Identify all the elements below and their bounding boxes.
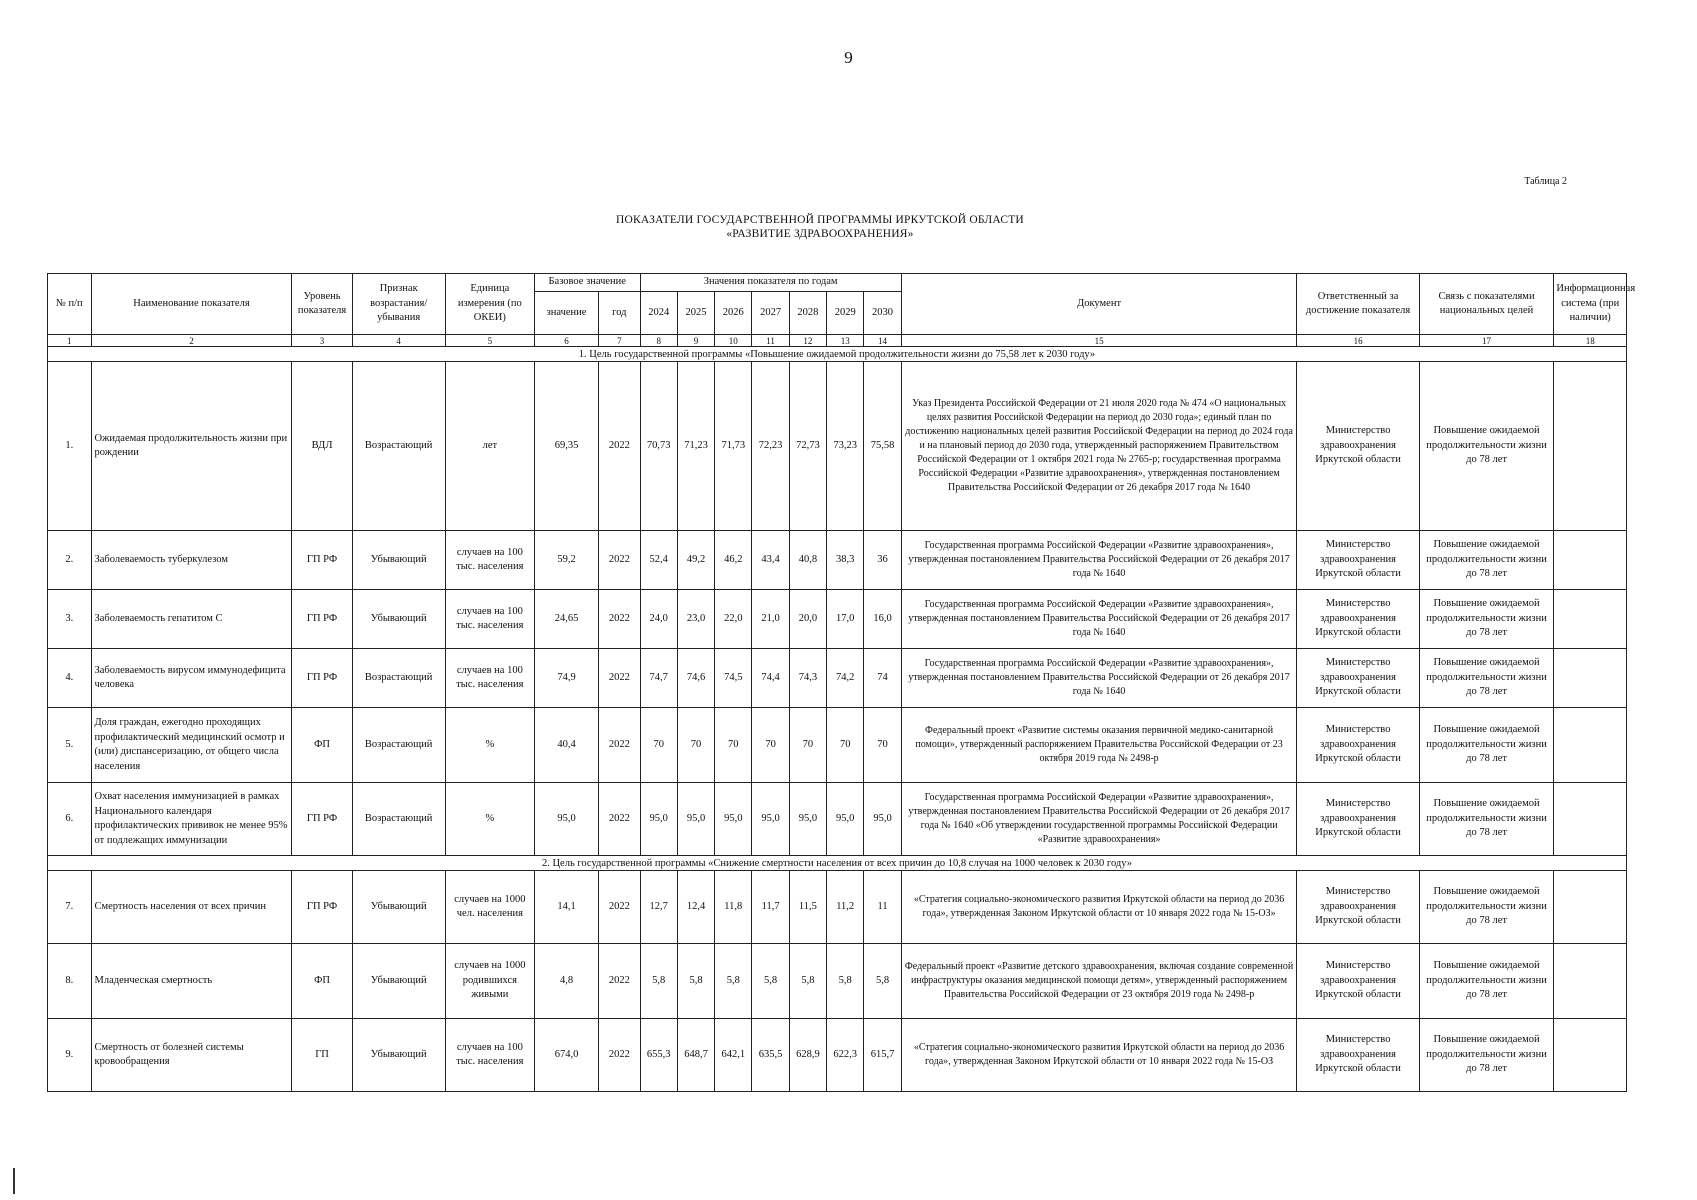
year-value: 95,0 [789,783,826,856]
responsible-body: Министерство здравоохранения Иркутской области [1297,944,1419,1019]
year-value: 11,7 [752,871,789,944]
year-value: 5,8 [715,944,752,1019]
year-value: 71,73 [715,362,752,531]
column-number: 10 [715,335,752,347]
info-system [1554,590,1627,649]
year-value: 70 [752,708,789,783]
year-value: 38,3 [827,531,864,590]
year-value: 5,8 [640,944,677,1019]
column-number: 4 [352,335,445,347]
table-row [48,944,1627,1019]
indicator-document: Государственная программа Российской Федерации «Развитие здравоохранения», утвержденная постановлением Правительства Российской Федерации от 26 декабря 2017 года № 1640 [901,649,1297,708]
year-value: 70,73 [640,362,677,531]
year-value: 74,5 [715,649,752,708]
column-number: 3 [292,335,352,347]
column-number: 11 [752,335,789,347]
indicator-trend: Возрастающий [352,783,445,856]
indicator-trend: Возрастающий [352,708,445,783]
year-value: 70 [640,708,677,783]
national-goal-link: Повышение ожидаемой продолжительности жизни до 78 лет [1419,531,1554,590]
row-number: 3. [48,590,92,649]
indicator-name: Заболеваемость гепатитом С [91,590,292,649]
year-value: 70 [827,708,864,783]
year-value: 5,8 [752,944,789,1019]
column-number: 6 [534,335,598,347]
indicator-document: «Стратегия социально-экономического развития Иркутской области на период до 2036 года», утвержденная Законом Иркутской области от 10 января 2022 года № 15-ОЗ» [901,871,1297,944]
indicator-level: ФП [292,944,352,1019]
indicator-name: Младенческая смертность [91,944,292,1019]
column-number: 2 [91,335,292,347]
indicator-level: ГП РФ [292,783,352,856]
year-value: 70 [715,708,752,783]
indicator-trend: Убывающий [352,944,445,1019]
row-number: 9. [48,1019,92,1092]
row-number: 5. [48,708,92,783]
year-value: 12,7 [640,871,677,944]
header-base-group: Базовое значение [534,274,640,292]
year-value: 95,0 [864,783,901,856]
base-value: 59,2 [534,531,598,590]
indicator-unit: случаев на 100 тыс. населения [445,649,534,708]
indicator-unit: % [445,708,534,783]
national-goal-link: Повышение ожидаемой продолжительности жизни до 78 лет [1419,362,1554,531]
title-line-2: «РАЗВИТИЕ ЗДРАВООХРАНЕНИЯ» [726,228,914,240]
year-value: 74,3 [789,649,826,708]
indicator-document: Государственная программа Российской Федерации «Развитие здравоохранения», утвержденная постановлением Правительства Российской Федерации от 26 декабря 2017 года № 1640 [901,590,1297,649]
column-number: 1 [48,335,92,347]
base-year: 2022 [599,362,640,531]
base-value: 95,0 [534,783,598,856]
year-value: 5,8 [789,944,826,1019]
header-year: 2028 [789,292,826,335]
indicator-level: ГП [292,1019,352,1092]
table-row [48,783,1627,856]
year-value: 95,0 [715,783,752,856]
indicator-name: Смертность от болезней системы кровообращения [91,1019,292,1092]
base-year: 2022 [599,871,640,944]
indicator-document: Федеральный проект «Развитие системы оказания первичной медико-санитарной помощи», утвержденный распоряжением Правительства Российской Федерации от 23 октября 2019 года № 2498-р [901,708,1297,783]
year-value: 74,4 [752,649,789,708]
column-number: 9 [677,335,714,347]
indicators-table [47,273,1636,1092]
column-number: 5 [445,335,534,347]
national-goal-link: Повышение ожидаемой продолжительности жизни до 78 лет [1419,590,1554,649]
column-number: 12 [789,335,826,347]
indicator-document: Государственная программа Российской Федерации «Развитие здравоохранения», утвержденная постановлением Правительства Российской Федерации от 26 декабря 2017 года № 1640 [901,531,1297,590]
info-system [1554,708,1627,783]
indicator-document: «Стратегия социально-экономического развития Иркутской области на период до 2036 года», утвержденная Законом Иркутской области от 10 января 2022 года № 15-ОЗ [901,1019,1297,1092]
indicator-name: Охват населения иммунизацией в рамках Национального календаря профилактических прививок не менее 95% от подлежащих иммунизации [91,783,292,856]
table-row [48,708,1627,783]
column-number: 16 [1297,335,1419,347]
year-value: 74 [864,649,901,708]
document-title [500,213,1140,241]
base-value: 40,4 [534,708,598,783]
responsible-body: Министерство здравоохранения Иркутской области [1297,362,1419,531]
responsible-body: Министерство здравоохранения Иркутской области [1297,590,1419,649]
year-value: 615,7 [864,1019,901,1092]
year-value: 95,0 [640,783,677,856]
row-number: 8. [48,944,92,1019]
indicator-unit: случаев на 100 тыс. населения [445,590,534,649]
year-value: 5,8 [677,944,714,1019]
header-years-group: Значения показателя по годам [640,274,901,292]
base-value: 4,8 [534,944,598,1019]
responsible-body: Министерство здравоохранения Иркутской области [1297,649,1419,708]
indicator-level: ГП РФ [292,531,352,590]
year-value: 70 [677,708,714,783]
year-value: 43,4 [752,531,789,590]
indicator-name: Доля граждан, ежегодно проходящих профилактический медицинский осмотр и (или) диспансеризацию, от общего числа населения [91,708,292,783]
base-value: 24,65 [534,590,598,649]
indicator-name: Смертность населения от всех причин [91,871,292,944]
base-year: 2022 [599,649,640,708]
header-year: 2029 [827,292,864,335]
header-year: 2027 [752,292,789,335]
responsible-body: Министерство здравоохранения Иркутской области [1297,531,1419,590]
table-row [48,362,1627,531]
indicator-document: Федеральный проект «Развитие детского здравоохранения, включая создание современной инфраструктуры оказания медицинской помощи детям», утвержденный распоряжением Правительства Российской Федерации от 23 октября 2019 года № 2498-р [901,944,1297,1019]
national-goal-link: Повышение ожидаемой продолжительности жизни до 78 лет [1419,871,1554,944]
base-year: 2022 [599,944,640,1019]
row-number: 7. [48,871,92,944]
indicator-name: Заболеваемость вирусом иммунодефицита человека [91,649,292,708]
base-year: 2022 [599,783,640,856]
year-value: 24,0 [640,590,677,649]
indicator-level: ФП [292,708,352,783]
year-value: 20,0 [789,590,826,649]
year-value: 95,0 [827,783,864,856]
responsible-body: Министерство здравоохранения Иркутской области [1297,708,1419,783]
base-value: 14,1 [534,871,598,944]
header-year: 2030 [864,292,901,335]
indicator-name: Заболеваемость туберкулезом [91,531,292,590]
row-number: 4. [48,649,92,708]
responsible-body: Министерство здравоохранения Иркутской области [1297,871,1419,944]
indicator-trend: Убывающий [352,531,445,590]
year-value: 95,0 [752,783,789,856]
indicator-document: Указ Президента Российской Федерации от 21 июля 2020 года № 474 «О национальных целях развития Российской Федерации на период до 2030 года»; единый план по достижению национальных целей развития Российской Федерации на период до 2024 года и на плановый период до 2030 года, утвержденный распоряжением Правительством Российской Федерации от 1 октября 2021 года № 2765-р; государственная программа Российской Федерации «Развитие здравоохранения», утвержденная постановлением Правительства Российской Федерации от 26 декабря 2017 года № 1640 [901,362,1297,531]
indicator-unit: % [445,783,534,856]
header-year: 2026 [715,292,752,335]
header-year: 2024 [640,292,677,335]
info-system [1554,944,1627,1019]
year-value: 46,2 [715,531,752,590]
title-line-1: ПОКАЗАТЕЛИ ГОСУДАРСТВЕННОЙ ПРОГРАММЫ ИРКУТСКОЙ ОБЛАСТИ [616,214,1024,226]
indicator-level: ГП РФ [292,871,352,944]
header-trend: Признак возрастания/ убывания [352,274,445,335]
column-number: 18 [1554,335,1627,347]
base-year: 2022 [599,590,640,649]
year-value: 22,0 [715,590,752,649]
header-document: Документ [901,274,1297,335]
row-number: 1. [48,362,92,531]
national-goal-link: Повышение ожидаемой продолжительности жизни до 78 лет [1419,1019,1554,1092]
goal-row: 1. Цель государственной программы «Повышение ожидаемой продолжительности жизни до 75,58 лет к 2030 году» [48,347,1627,362]
indicator-unit: случаев на 1000 чел. населения [445,871,534,944]
info-system [1554,649,1627,708]
national-goal-link: Повышение ожидаемой продолжительности жизни до 78 лет [1419,708,1554,783]
year-value: 628,9 [789,1019,826,1092]
year-value: 70 [789,708,826,783]
year-value: 635,5 [752,1019,789,1092]
year-value: 648,7 [677,1019,714,1092]
indicator-trend: Возрастающий [352,649,445,708]
indicator-document: Государственная программа Российской Федерации «Развитие здравоохранения», утвержденная постановлением Правительства Российской Федерации от 26 декабря 2017 года № 1640 «Об утверждении государственной программы Российской Федерации «Развитие здравоохранения» [901,783,1297,856]
indicator-unit: лет [445,362,534,531]
year-value: 70 [864,708,901,783]
year-value: 642,1 [715,1019,752,1092]
year-value: 74,7 [640,649,677,708]
indicator-unit: случаев на 1000 родившихся живыми [445,944,534,1019]
year-value: 36 [864,531,901,590]
table-row [48,649,1627,708]
year-value: 71,23 [677,362,714,531]
year-value: 75,58 [864,362,901,531]
year-value: 23,0 [677,590,714,649]
base-value: 69,35 [534,362,598,531]
responsible-body: Министерство здравоохранения Иркутской области [1297,783,1419,856]
year-value: 11,8 [715,871,752,944]
indicator-trend: Убывающий [352,590,445,649]
national-goal-link: Повышение ожидаемой продолжительности жизни до 78 лет [1419,649,1554,708]
column-number: 8 [640,335,677,347]
column-number: 14 [864,335,901,347]
table-label: Таблица 2 [1524,176,1567,187]
column-number: 7 [599,335,640,347]
indicator-name: Ожидаемая продолжительность жизни при рождении [91,362,292,531]
indicator-trend: Возрастающий [352,362,445,531]
year-value: 11,2 [827,871,864,944]
header-info: Информационная система (при наличии) [1554,274,1627,335]
year-value: 21,0 [752,590,789,649]
header-year: 2025 [677,292,714,335]
info-system [1554,783,1627,856]
year-value: 49,2 [677,531,714,590]
year-value: 73,23 [827,362,864,531]
header-num: № п/п [48,274,92,335]
header-responsible: Ответственный за достижение показателя [1297,274,1419,335]
table-row [48,871,1627,944]
base-year: 2022 [599,708,640,783]
column-number: 13 [827,335,864,347]
year-value: 11 [864,871,901,944]
indicator-level: ГП РФ [292,649,352,708]
year-value: 40,8 [789,531,826,590]
scan-margin-mark [13,1168,15,1194]
table-row [48,590,1627,649]
year-value: 52,4 [640,531,677,590]
year-value: 11,5 [789,871,826,944]
base-year: 2022 [599,1019,640,1092]
year-value: 5,8 [864,944,901,1019]
row-number: 2. [48,531,92,590]
year-value: 17,0 [827,590,864,649]
base-year: 2022 [599,531,640,590]
header-link: Связь с показателями национальных целей [1419,274,1554,335]
info-system [1554,871,1627,944]
header-unit: Единица измерения (по ОКЕИ) [445,274,534,335]
header-level: Уровень показателя [292,274,352,335]
year-value: 95,0 [677,783,714,856]
base-value: 674,0 [534,1019,598,1092]
year-value: 74,2 [827,649,864,708]
year-value: 655,3 [640,1019,677,1092]
row-number: 6. [48,783,92,856]
national-goal-link: Повышение ожидаемой продолжительности жизни до 78 лет [1419,944,1554,1019]
table-row [48,531,1627,590]
header-base-value: значение [534,292,598,335]
header-base-year: год [599,292,640,335]
table-row [48,1019,1627,1092]
info-system [1554,531,1627,590]
header-name: Наименование показателя [91,274,292,335]
page-number: 9 [844,48,853,67]
year-value: 16,0 [864,590,901,649]
year-value: 72,73 [789,362,826,531]
year-value: 12,4 [677,871,714,944]
goal-row: 2. Цель государственной программы «Снижение смертности населения от всех причин до 10,8 случая на 1000 человек к 2030 году» [48,856,1627,871]
national-goal-link: Повышение ожидаемой продолжительности жизни до 78 лет [1419,783,1554,856]
column-number: 17 [1419,335,1554,347]
indicator-level: ВДЛ [292,362,352,531]
indicator-trend: Убывающий [352,871,445,944]
info-system [1554,362,1627,531]
indicator-trend: Убывающий [352,1019,445,1092]
year-value: 622,3 [827,1019,864,1092]
indicator-unit: случаев на 100 тыс. населения [445,531,534,590]
year-value: 74,6 [677,649,714,708]
column-number: 15 [901,335,1297,347]
base-value: 74,9 [534,649,598,708]
year-value: 72,23 [752,362,789,531]
year-value: 5,8 [827,944,864,1019]
responsible-body: Министерство здравоохранения Иркутской области [1297,1019,1419,1092]
indicator-level: ГП РФ [292,590,352,649]
indicator-unit: случаев на 100 тыс. населения [445,1019,534,1092]
info-system [1554,1019,1627,1092]
